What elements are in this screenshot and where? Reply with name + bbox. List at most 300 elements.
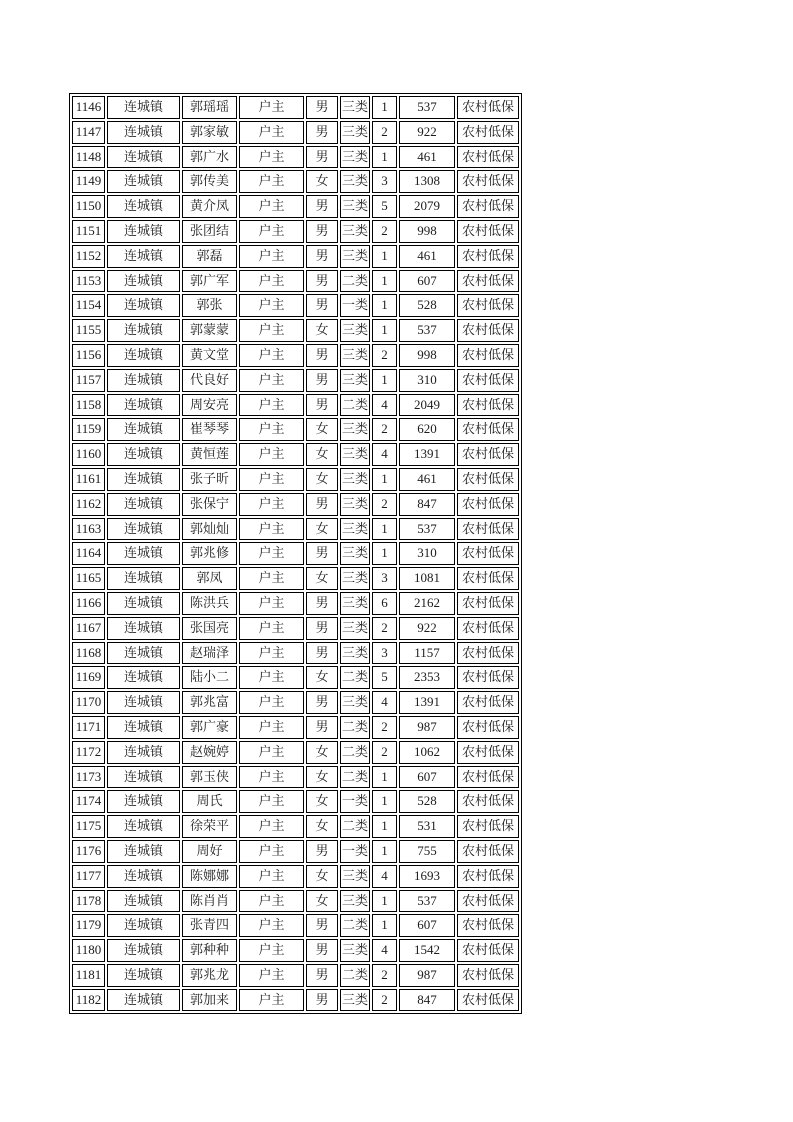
table-row	[72, 939, 519, 962]
records-table-body	[72, 96, 519, 1011]
cell-persons: 1	[372, 890, 397, 913]
cell-row-id: 1162	[72, 493, 105, 516]
cell-town: 连城镇	[107, 170, 180, 193]
cell-persons: 2	[372, 617, 397, 640]
table-row	[72, 146, 519, 169]
cell-category: 二类	[340, 666, 370, 689]
table-row	[72, 394, 519, 417]
cell-persons: 4	[372, 939, 397, 962]
cell-category: 三类	[340, 319, 370, 342]
cell-row-id: 1178	[72, 890, 105, 913]
cell-persons: 2	[372, 716, 397, 739]
cell-name: 郭灿灿	[182, 518, 237, 541]
cell-amount: 531	[399, 815, 455, 838]
cell-amount: 2162	[399, 592, 455, 615]
cell-town: 连城镇	[107, 146, 180, 169]
table-row	[72, 195, 519, 218]
table-row	[72, 96, 519, 119]
cell-persons: 5	[372, 195, 397, 218]
cell-town: 连城镇	[107, 790, 180, 813]
cell-category: 二类	[340, 270, 370, 293]
cell-gender: 男	[306, 294, 338, 317]
cell-row-id: 1181	[72, 964, 105, 987]
cell-amount: 620	[399, 418, 455, 441]
cell-welfare-type: 农村低保	[457, 294, 519, 317]
cell-welfare-type: 农村低保	[457, 567, 519, 590]
cell-welfare-type: 农村低保	[457, 691, 519, 714]
cell-name: 徐荣平	[182, 815, 237, 838]
cell-town: 连城镇	[107, 394, 180, 417]
cell-relation: 户主	[239, 741, 304, 764]
cell-relation: 户主	[239, 766, 304, 789]
table-row	[72, 344, 519, 367]
cell-row-id: 1171	[72, 716, 105, 739]
cell-town: 连城镇	[107, 865, 180, 888]
cell-town: 连城镇	[107, 96, 180, 119]
cell-gender: 男	[306, 939, 338, 962]
cell-welfare-type: 农村低保	[457, 815, 519, 838]
cell-row-id: 1151	[72, 220, 105, 243]
cell-relation: 户主	[239, 617, 304, 640]
cell-name: 郭凤	[182, 567, 237, 590]
cell-category: 二类	[340, 716, 370, 739]
cell-relation: 户主	[239, 716, 304, 739]
cell-relation: 户主	[239, 815, 304, 838]
cell-persons: 4	[372, 691, 397, 714]
cell-town: 连城镇	[107, 890, 180, 913]
cell-amount: 1308	[399, 170, 455, 193]
table-row	[72, 245, 519, 268]
cell-row-id: 1166	[72, 592, 105, 615]
cell-persons: 2	[372, 964, 397, 987]
cell-row-id: 1182	[72, 989, 105, 1012]
cell-town: 连城镇	[107, 642, 180, 665]
cell-amount: 537	[399, 96, 455, 119]
cell-welfare-type: 农村低保	[457, 369, 519, 392]
table-row	[72, 815, 519, 838]
cell-welfare-type: 农村低保	[457, 394, 519, 417]
cell-persons: 2	[372, 741, 397, 764]
cell-name: 郭瑶瑶	[182, 96, 237, 119]
cell-name: 郭广水	[182, 146, 237, 169]
cell-relation: 户主	[239, 691, 304, 714]
cell-amount: 998	[399, 344, 455, 367]
cell-category: 二类	[340, 964, 370, 987]
cell-welfare-type: 农村低保	[457, 914, 519, 937]
cell-welfare-type: 农村低保	[457, 666, 519, 689]
table-row	[72, 518, 519, 541]
cell-row-id: 1167	[72, 617, 105, 640]
cell-relation: 户主	[239, 840, 304, 863]
cell-row-id: 1158	[72, 394, 105, 417]
cell-category: 三类	[340, 468, 370, 491]
cell-welfare-type: 农村低保	[457, 518, 519, 541]
cell-persons: 3	[372, 642, 397, 665]
cell-town: 连城镇	[107, 493, 180, 516]
cell-category: 三类	[340, 369, 370, 392]
cell-category: 三类	[340, 518, 370, 541]
cell-name: 郭兆龙	[182, 964, 237, 987]
cell-amount: 2353	[399, 666, 455, 689]
cell-row-id: 1180	[72, 939, 105, 962]
cell-name: 张子昕	[182, 468, 237, 491]
welfare-records-table	[69, 93, 522, 1014]
cell-row-id: 1161	[72, 468, 105, 491]
cell-row-id: 1169	[72, 666, 105, 689]
cell-gender: 女	[306, 666, 338, 689]
cell-persons: 2	[372, 418, 397, 441]
cell-amount: 1391	[399, 691, 455, 714]
cell-amount: 537	[399, 518, 455, 541]
cell-persons: 1	[372, 815, 397, 838]
cell-category: 三类	[340, 542, 370, 565]
table-row	[72, 642, 519, 665]
table-row	[72, 369, 519, 392]
cell-town: 连城镇	[107, 716, 180, 739]
cell-welfare-type: 农村低保	[457, 220, 519, 243]
cell-relation: 户主	[239, 468, 304, 491]
cell-category: 三类	[340, 865, 370, 888]
table-row	[72, 542, 519, 565]
cell-amount: 1157	[399, 642, 455, 665]
cell-persons: 1	[372, 146, 397, 169]
cell-name: 张团结	[182, 220, 237, 243]
table-row	[72, 493, 519, 516]
cell-gender: 女	[306, 890, 338, 913]
cell-category: 三类	[340, 245, 370, 268]
cell-gender: 男	[306, 592, 338, 615]
cell-category: 二类	[340, 741, 370, 764]
cell-row-id: 1165	[72, 567, 105, 590]
cell-category: 一类	[340, 790, 370, 813]
cell-category: 三类	[340, 220, 370, 243]
cell-row-id: 1179	[72, 914, 105, 937]
cell-row-id: 1147	[72, 121, 105, 144]
cell-persons: 1	[372, 245, 397, 268]
cell-welfare-type: 农村低保	[457, 170, 519, 193]
cell-relation: 户主	[239, 195, 304, 218]
table-row	[72, 840, 519, 863]
cell-town: 连城镇	[107, 369, 180, 392]
cell-relation: 户主	[239, 170, 304, 193]
cell-town: 连城镇	[107, 567, 180, 590]
cell-persons: 1	[372, 319, 397, 342]
cell-amount: 537	[399, 319, 455, 342]
cell-row-id: 1149	[72, 170, 105, 193]
cell-amount: 1391	[399, 443, 455, 466]
table-row	[72, 418, 519, 441]
cell-gender: 女	[306, 865, 338, 888]
cell-name: 郭加来	[182, 989, 237, 1012]
table-row	[72, 964, 519, 987]
cell-persons: 1	[372, 468, 397, 491]
table-row	[72, 617, 519, 640]
cell-gender: 男	[306, 716, 338, 739]
cell-persons: 1	[372, 518, 397, 541]
cell-town: 连城镇	[107, 939, 180, 962]
cell-amount: 461	[399, 245, 455, 268]
cell-name: 周氏	[182, 790, 237, 813]
cell-welfare-type: 农村低保	[457, 270, 519, 293]
cell-town: 连城镇	[107, 220, 180, 243]
cell-category: 三类	[340, 939, 370, 962]
cell-welfare-type: 农村低保	[457, 964, 519, 987]
cell-town: 连城镇	[107, 245, 180, 268]
cell-category: 三类	[340, 195, 370, 218]
cell-name: 郭玉侠	[182, 766, 237, 789]
cell-gender: 女	[306, 741, 338, 764]
cell-town: 连城镇	[107, 195, 180, 218]
table-row	[72, 220, 519, 243]
table-row	[72, 592, 519, 615]
cell-gender: 男	[306, 344, 338, 367]
cell-gender: 女	[306, 518, 338, 541]
cell-gender: 女	[306, 468, 338, 491]
cell-gender: 男	[306, 369, 338, 392]
cell-welfare-type: 农村低保	[457, 418, 519, 441]
cell-welfare-type: 农村低保	[457, 890, 519, 913]
table-row	[72, 766, 519, 789]
cell-gender: 男	[306, 96, 338, 119]
table-row	[72, 567, 519, 590]
cell-relation: 户主	[239, 394, 304, 417]
cell-row-id: 1172	[72, 741, 105, 764]
cell-welfare-type: 农村低保	[457, 865, 519, 888]
cell-welfare-type: 农村低保	[457, 443, 519, 466]
cell-gender: 女	[306, 170, 338, 193]
cell-relation: 户主	[239, 542, 304, 565]
cell-relation: 户主	[239, 493, 304, 516]
cell-name: 张保宁	[182, 493, 237, 516]
cell-persons: 4	[372, 443, 397, 466]
cell-name: 郭广军	[182, 270, 237, 293]
cell-relation: 户主	[239, 989, 304, 1012]
cell-name: 黄介凤	[182, 195, 237, 218]
cell-amount: 1062	[399, 741, 455, 764]
cell-town: 连城镇	[107, 319, 180, 342]
cell-town: 连城镇	[107, 592, 180, 615]
cell-category: 二类	[340, 815, 370, 838]
cell-row-id: 1175	[72, 815, 105, 838]
cell-relation: 户主	[239, 890, 304, 913]
cell-town: 连城镇	[107, 617, 180, 640]
cell-welfare-type: 农村低保	[457, 195, 519, 218]
cell-name: 赵婉婷	[182, 741, 237, 764]
cell-relation: 户主	[239, 294, 304, 317]
table-row	[72, 865, 519, 888]
cell-persons: 1	[372, 542, 397, 565]
cell-gender: 男	[306, 493, 338, 516]
cell-name: 代良好	[182, 369, 237, 392]
cell-relation: 户主	[239, 914, 304, 937]
cell-row-id: 1148	[72, 146, 105, 169]
table-row	[72, 121, 519, 144]
cell-gender: 女	[306, 567, 338, 590]
cell-category: 三类	[340, 890, 370, 913]
cell-amount: 310	[399, 369, 455, 392]
cell-gender: 男	[306, 642, 338, 665]
cell-relation: 户主	[239, 443, 304, 466]
cell-amount: 847	[399, 493, 455, 516]
cell-persons: 6	[372, 592, 397, 615]
cell-category: 三类	[340, 418, 370, 441]
cell-relation: 户主	[239, 642, 304, 665]
cell-town: 连城镇	[107, 840, 180, 863]
cell-name: 陈娜娜	[182, 865, 237, 888]
cell-category: 二类	[340, 394, 370, 417]
cell-name: 崔琴琴	[182, 418, 237, 441]
cell-welfare-type: 农村低保	[457, 542, 519, 565]
cell-amount: 922	[399, 617, 455, 640]
cell-name: 郭兆修	[182, 542, 237, 565]
cell-welfare-type: 农村低保	[457, 493, 519, 516]
cell-name: 张国亮	[182, 617, 237, 640]
table-row	[72, 468, 519, 491]
cell-relation: 户主	[239, 964, 304, 987]
cell-welfare-type: 农村低保	[457, 989, 519, 1012]
cell-row-id: 1170	[72, 691, 105, 714]
table-row	[72, 914, 519, 937]
cell-gender: 男	[306, 121, 338, 144]
cell-relation: 户主	[239, 865, 304, 888]
table-row	[72, 270, 519, 293]
cell-amount: 1693	[399, 865, 455, 888]
cell-town: 连城镇	[107, 443, 180, 466]
cell-relation: 户主	[239, 146, 304, 169]
cell-gender: 男	[306, 394, 338, 417]
cell-town: 连城镇	[107, 518, 180, 541]
cell-name: 郭种种	[182, 939, 237, 962]
cell-persons: 2	[372, 220, 397, 243]
cell-welfare-type: 农村低保	[457, 121, 519, 144]
cell-name: 陈肖肖	[182, 890, 237, 913]
cell-row-id: 1173	[72, 766, 105, 789]
cell-amount: 1542	[399, 939, 455, 962]
cell-row-id: 1177	[72, 865, 105, 888]
cell-persons: 2	[372, 344, 397, 367]
cell-gender: 男	[306, 840, 338, 863]
cell-category: 三类	[340, 592, 370, 615]
cell-welfare-type: 农村低保	[457, 245, 519, 268]
cell-category: 三类	[340, 96, 370, 119]
cell-relation: 户主	[239, 245, 304, 268]
cell-category: 三类	[340, 617, 370, 640]
cell-name: 周好	[182, 840, 237, 863]
cell-town: 连城镇	[107, 914, 180, 937]
cell-amount: 998	[399, 220, 455, 243]
cell-row-id: 1168	[72, 642, 105, 665]
cell-row-id: 1152	[72, 245, 105, 268]
cell-relation: 户主	[239, 319, 304, 342]
cell-gender: 男	[306, 245, 338, 268]
cell-gender: 男	[306, 914, 338, 937]
cell-amount: 1081	[399, 567, 455, 590]
cell-town: 连城镇	[107, 542, 180, 565]
cell-name: 郭家敏	[182, 121, 237, 144]
cell-gender: 男	[306, 195, 338, 218]
cell-row-id: 1174	[72, 790, 105, 813]
table-row	[72, 790, 519, 813]
cell-gender: 男	[306, 146, 338, 169]
cell-row-id: 1163	[72, 518, 105, 541]
cell-welfare-type: 农村低保	[457, 939, 519, 962]
cell-name: 郭传美	[182, 170, 237, 193]
cell-name: 郭兆富	[182, 691, 237, 714]
cell-relation: 户主	[239, 592, 304, 615]
cell-welfare-type: 农村低保	[457, 766, 519, 789]
cell-town: 连城镇	[107, 468, 180, 491]
cell-persons: 1	[372, 914, 397, 937]
cell-gender: 男	[306, 691, 338, 714]
table-row	[72, 691, 519, 714]
cell-town: 连城镇	[107, 691, 180, 714]
cell-gender: 男	[306, 617, 338, 640]
cell-amount: 310	[399, 542, 455, 565]
table-row	[72, 443, 519, 466]
table-row	[72, 741, 519, 764]
cell-persons: 1	[372, 766, 397, 789]
cell-row-id: 1146	[72, 96, 105, 119]
cell-category: 二类	[340, 766, 370, 789]
cell-town: 连城镇	[107, 766, 180, 789]
cell-name: 张青四	[182, 914, 237, 937]
cell-gender: 男	[306, 989, 338, 1012]
cell-persons: 5	[372, 666, 397, 689]
cell-row-id: 1164	[72, 542, 105, 565]
cell-gender: 女	[306, 418, 338, 441]
cell-amount: 461	[399, 146, 455, 169]
cell-relation: 户主	[239, 121, 304, 144]
cell-amount: 847	[399, 989, 455, 1012]
cell-relation: 户主	[239, 369, 304, 392]
cell-persons: 2	[372, 121, 397, 144]
cell-name: 陈洪兵	[182, 592, 237, 615]
cell-category: 一类	[340, 840, 370, 863]
cell-amount: 528	[399, 790, 455, 813]
cell-name: 黄恒莲	[182, 443, 237, 466]
cell-welfare-type: 农村低保	[457, 96, 519, 119]
table-row	[72, 319, 519, 342]
cell-persons: 4	[372, 394, 397, 417]
cell-name: 黄文堂	[182, 344, 237, 367]
table-row	[72, 989, 519, 1012]
cell-persons: 1	[372, 294, 397, 317]
cell-amount: 755	[399, 840, 455, 863]
cell-row-id: 1153	[72, 270, 105, 293]
cell-town: 连城镇	[107, 964, 180, 987]
cell-relation: 户主	[239, 518, 304, 541]
cell-amount: 987	[399, 716, 455, 739]
cell-category: 一类	[340, 294, 370, 317]
cell-persons: 1	[372, 96, 397, 119]
cell-amount: 537	[399, 890, 455, 913]
cell-gender: 女	[306, 319, 338, 342]
cell-amount: 607	[399, 270, 455, 293]
cell-category: 三类	[340, 170, 370, 193]
cell-relation: 户主	[239, 666, 304, 689]
cell-welfare-type: 农村低保	[457, 716, 519, 739]
cell-welfare-type: 农村低保	[457, 790, 519, 813]
cell-persons: 3	[372, 170, 397, 193]
cell-persons: 2	[372, 493, 397, 516]
cell-amount: 528	[399, 294, 455, 317]
cell-category: 三类	[340, 567, 370, 590]
cell-name: 郭磊	[182, 245, 237, 268]
cell-persons: 4	[372, 865, 397, 888]
cell-town: 连城镇	[107, 741, 180, 764]
cell-name: 赵瑞泽	[182, 642, 237, 665]
cell-amount: 2079	[399, 195, 455, 218]
